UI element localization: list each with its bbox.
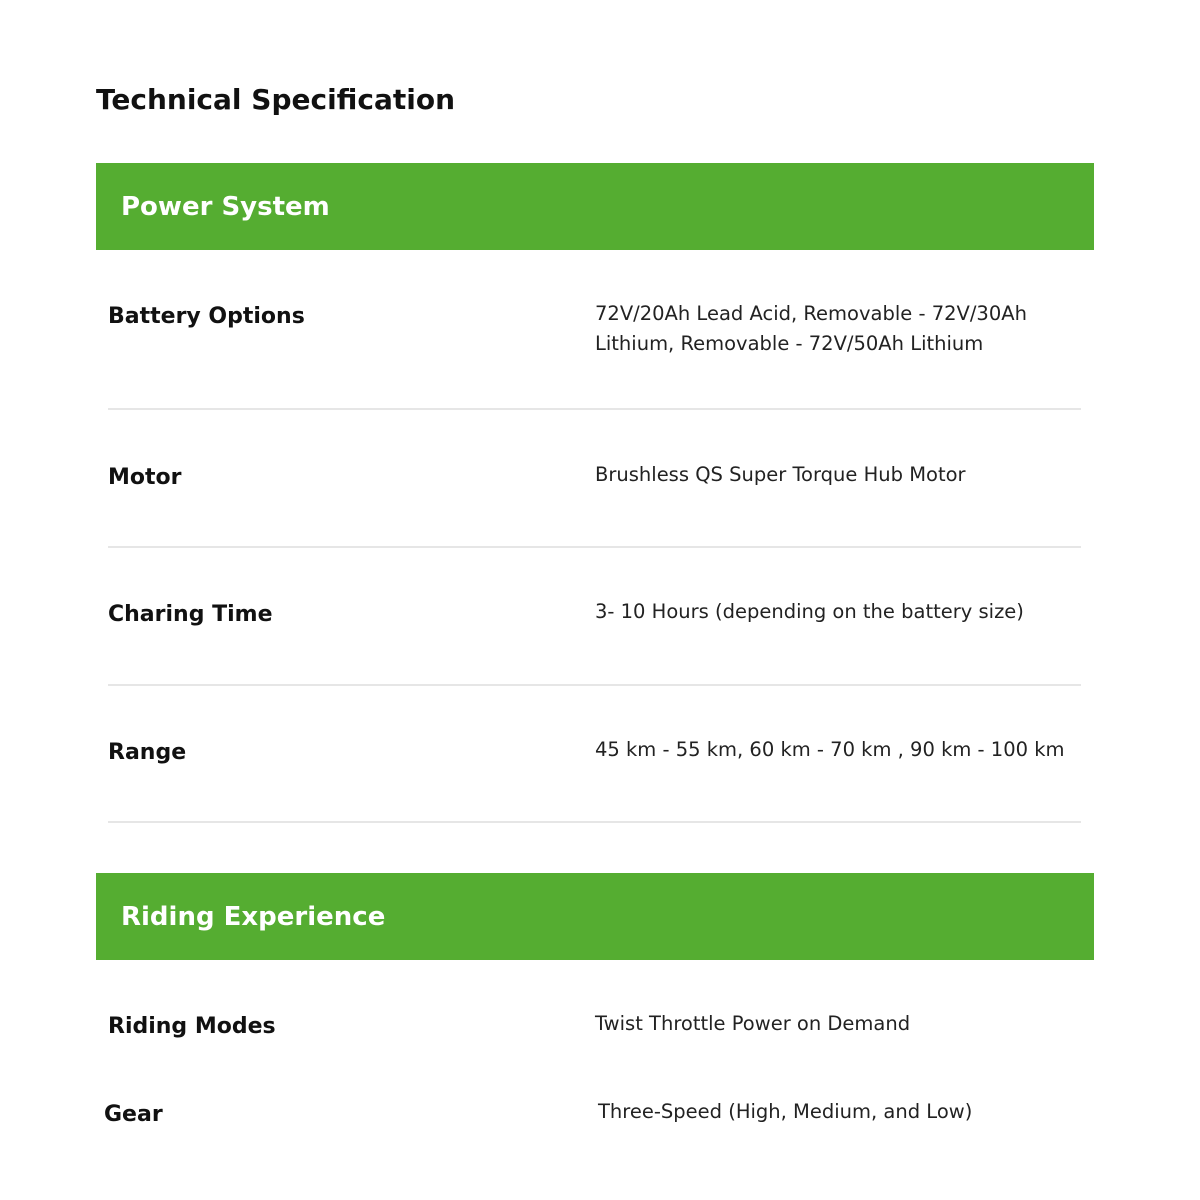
- spec-value: Twist Throttle Power on Demand: [595, 1012, 911, 1035]
- spec-label: Gear: [104, 1102, 163, 1127]
- spec-value: 45 km - 55 km, 60 km - 70 km , 90 km - 100 km: [595, 738, 1065, 761]
- spec-value: 3- 10 Hours (depending on the battery size): [595, 600, 1024, 623]
- row-divider: [108, 821, 1081, 823]
- spec-value: Brushless QS Super Torque Hub Motor: [595, 463, 966, 486]
- spec-label: Range: [108, 740, 187, 765]
- spec-value: 72V/20Ah Lead Acid, Removable - 72V/30Ah Lithium, Removable - 72V/50Ah Lithium: [595, 302, 1027, 355]
- spec-label: Charing Time: [108, 602, 273, 627]
- row-divider: [108, 546, 1081, 548]
- section-header-power-system: [96, 163, 1094, 250]
- section-header-riding-experience: [96, 873, 1094, 960]
- spec-value: Three-Speed (High, Medium, and Low): [598, 1100, 973, 1123]
- section-title: Power System: [121, 191, 330, 222]
- spec-label: Motor: [108, 465, 182, 490]
- spec-label: Riding Modes: [108, 1014, 276, 1039]
- row-divider: [108, 684, 1081, 686]
- spec-label: Battery Options: [108, 304, 305, 329]
- page-title: Technical Specification: [96, 83, 456, 116]
- section-title: Riding Experience: [121, 901, 386, 932]
- row-divider: [108, 408, 1081, 410]
